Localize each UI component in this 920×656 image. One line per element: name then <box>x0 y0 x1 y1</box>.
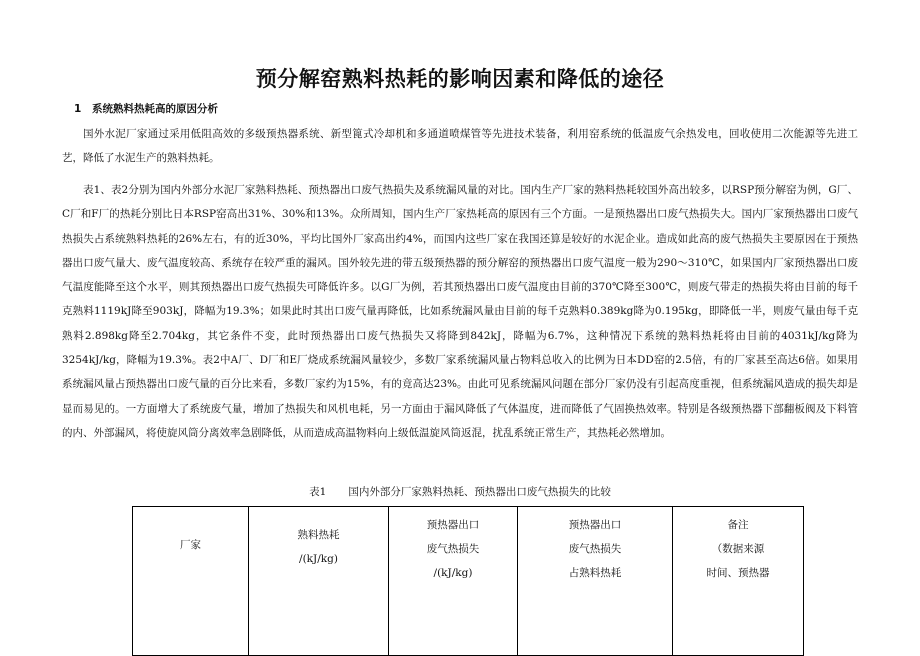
header-cell-clinker-heat <box>249 507 389 656</box>
header-text: 备注 <box>727 519 749 531</box>
table-caption-text: 国内外部分厂家熟料热耗、预热器出口废气热损失的比较 <box>348 486 611 498</box>
header-text: 预热器出口 <box>568 519 622 531</box>
header-cell-remarks <box>673 507 804 656</box>
header-text: /(kJ/kg) <box>299 553 338 565</box>
header-text: 占熟料热耗 <box>568 567 622 579</box>
header-cell-factory <box>133 507 249 656</box>
header-cell-exhaust-share <box>518 507 673 656</box>
table-label: 表1 <box>309 486 327 498</box>
header-text: 预热器出口 <box>426 519 480 531</box>
table-caption <box>0 483 920 501</box>
paragraph-2: 表1、表2分别为国内外部分水泥厂家熟料热耗、预热器出口废气热损失及系统漏风量的对比。国内生产厂家的熟料热耗较国外高出较多，以RSP预分解窑为例，G厂、C厂和F厂的热耗分别比日本RSP窑高出31%、30%和13%。众所周知，国内生产厂家热耗高的原因有三个方面。一是预热器出口废气热损失大。国内厂家预热器出口废气热损失占系统熟料热耗的26%左右，有的近30%，平均比国外厂家高出约4%，而国内这些厂家在我国还算是较好的水泥企业。造成如此高的废气热损失主要原因在于预热器出口废气量大、废气温度较高、系统存在较严重的漏风。国外较先进的带五级预热器的预分解窑的预热器出口废气温度一般为290～310℃，如果国内厂家预热器出口废气温度能降至这个水平，则其预热器出口废气热损失可降低许多。以G厂为例，若其预热器出口废气温度由目前的370℃降至300℃，则废气带走的热损失将由目前的每千克熟料1119kJ降至903kJ，降幅为19.3%；如果此时其出口废气量再降低，比如系统漏风量由目前的每千克熟料0.389kg降为0.195kg，即降低一半，则废气量由每千克熟料2.898kg降至2.704kg，其它条件不变，此时预热器出口废气热损失又将降到842kJ，降幅为6.7%，这种情况下系统的熟料热耗将由目前的4031kJ/kg降为3254kJ/kg，降幅为19.3%。表2中A厂、D厂和E厂烧成系统漏风量较少，多数厂家系统漏风量占物料总收入的比例为日本DD窑的2.5倍，有的厂家甚至高达6倍。如果用系统漏风量占预热器出口废气量的百分比来看，多数厂家约为15%，有的竟高达23%。由此可见系统漏风问题在部分厂家仍没有引起高度重视，但系统漏风造成的损失却是显而易见的。一方面增大了系统废气量，增加了热损失和风机电耗，另一方面由于漏风降低了气体温度，进而降低了气固换热效率。特别是各级预热器下部翻板阀及下料管的内、外部漏风，将使旋风筒分离效率急剧降低，从而造成高温物料向上级低温旋风筒返混，扰乱系统正常生产，其热耗必然增加。 <box>62 184 858 439</box>
header-text: 厂家 <box>180 539 201 551</box>
table-header-row <box>133 507 804 656</box>
header-text: 时间、预热器 <box>706 567 770 579</box>
section-title: 系统熟料热耗高的原因分析 <box>92 103 218 115</box>
header-text: /(kJ/kg) <box>433 567 473 579</box>
section-number: 1 <box>74 103 82 115</box>
header-text: （数据来源 <box>711 543 765 555</box>
header-text: 熟料热耗 <box>297 529 340 541</box>
section-heading <box>74 100 218 118</box>
paragraph-1: 国外水泥厂家通过采用低阻高效的多级预热器系统、新型篦式冷却机和多通道喷煤管等先进技术装备，利用窑系统的低温废气余热发电，回收使用二次能源等先进工艺，降低了水泥生产的熟料热耗。 <box>62 128 858 165</box>
header-cell-exhaust-loss <box>389 507 518 656</box>
table-1 <box>132 506 804 656</box>
document-title: 预分解窑熟料热耗的影响因素和降低的途径 <box>255 67 665 91</box>
header-text: 废气热损失 <box>426 543 480 555</box>
header-text: 废气热损失 <box>568 543 622 555</box>
